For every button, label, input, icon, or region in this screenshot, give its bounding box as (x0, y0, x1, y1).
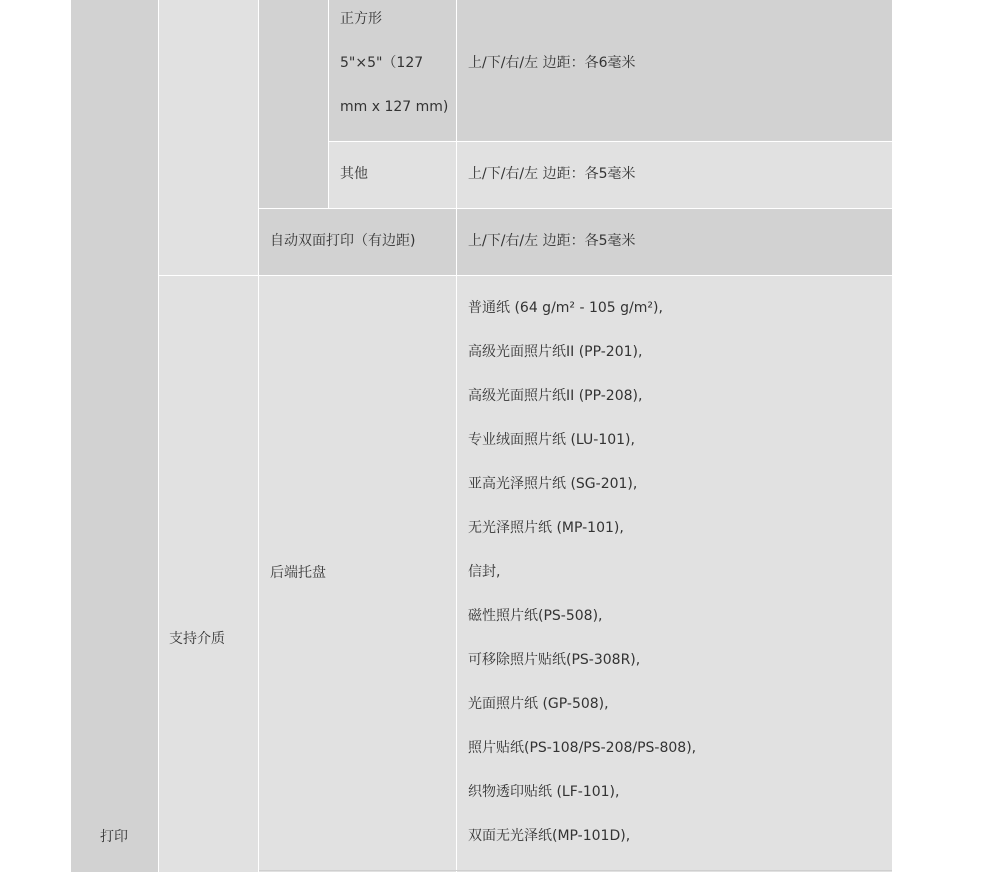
square-size-line2: 5"×5"（127 (340, 55, 424, 71)
square-size-line3: mm x 127 mm) (340, 99, 449, 115)
media-item: 织物透印贴纸 (LF-101), (468, 784, 620, 800)
media-item: 专业绒面照片纸 (LU-101), (468, 432, 635, 448)
category-label: 打印 (100, 829, 128, 845)
rear-tray-label: 后端托盘 (270, 565, 326, 581)
media-item: 高级光面照片纸II (PP-201), (468, 344, 643, 360)
table-cell-category (71, 0, 158, 872)
media-item: 照片贴纸(PS-108/PS-208/PS-808), (468, 740, 697, 756)
media-item: 可移除照片贴纸(PS-308R), (468, 652, 641, 668)
table-cell-blank (259, 0, 328, 208)
row-divider-bottom (259, 870, 892, 871)
media-item: 双面无光泽纸(MP-101D), (468, 828, 631, 844)
media-item: 光面照片纸 (GP-508), (468, 696, 609, 712)
media-item: 高级光面照片纸II (PP-208), (468, 388, 643, 404)
media-item: 磁性照片纸(PS-508), (468, 608, 603, 624)
duplex-margin-value: 上/下/右/左 边距：各5毫米 (468, 233, 636, 249)
media-item: 信封, (468, 564, 501, 580)
media-item: 普通纸 (64 g/m² - 105 g/m²), (468, 300, 663, 316)
supported-media-label: 支持介质 (169, 631, 225, 647)
square-margin-value: 上/下/右/左 边距：各6毫米 (468, 55, 636, 71)
other-size-label: 其他 (340, 166, 368, 182)
table-cell-supported-media (159, 276, 258, 872)
other-margin-value: 上/下/右/左 边距：各5毫米 (468, 166, 636, 182)
media-item: 亚高光泽照片纸 (SG-201), (468, 476, 638, 492)
media-item: 无光泽照片纸 (MP-101), (468, 520, 624, 536)
table-cell-subcategory-upper (159, 0, 258, 275)
duplex-label: 自动双面打印（有边距) (270, 233, 416, 249)
square-size-line1: 正方形 (340, 11, 382, 27)
